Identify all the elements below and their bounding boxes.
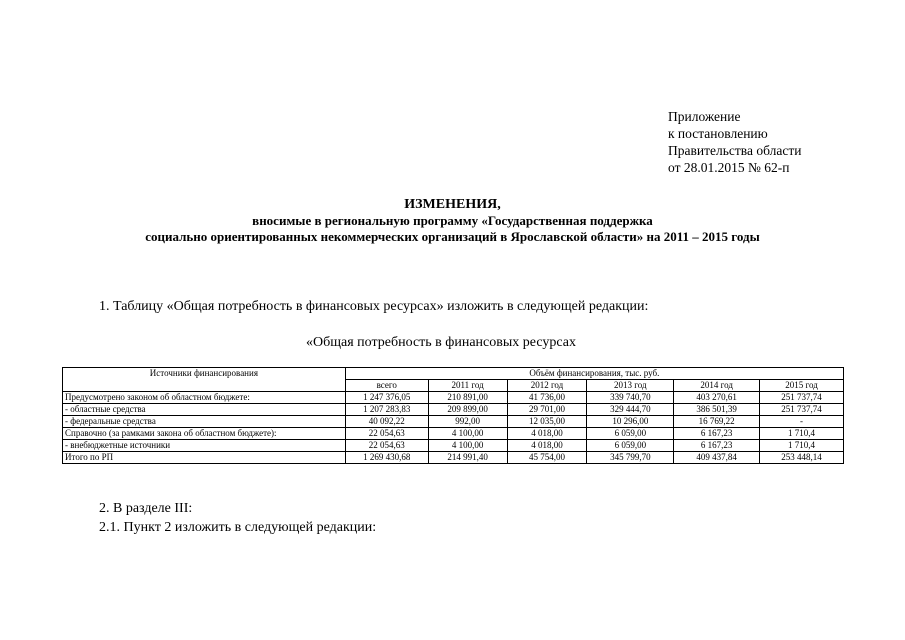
- value-cell: 386 501,39: [674, 404, 760, 416]
- value-cell: 29 701,00: [507, 404, 587, 416]
- table-row: [63, 428, 844, 440]
- appendix-line: от 28.01.2015 № 62-п: [668, 160, 790, 175]
- header-volume: Объём финансирования, тыс. руб.: [345, 368, 843, 380]
- appendix-block: [668, 108, 801, 176]
- appendix-line: Правительства области: [668, 143, 802, 158]
- value-cell: 403 270,61: [674, 392, 760, 404]
- value-cell: 22 054,63: [345, 428, 428, 440]
- value-cell: 253 448,14: [760, 452, 844, 464]
- table-row: [63, 440, 844, 452]
- value-cell: 339 740,70: [587, 392, 674, 404]
- value-cell: -: [760, 416, 844, 428]
- value-cell: 1 207 283,83: [345, 404, 428, 416]
- subheader-cell: 2015 год: [760, 380, 844, 392]
- value-cell: 10 296,00: [587, 416, 674, 428]
- value-cell: 4 100,00: [428, 440, 507, 452]
- subheader-cell: 2014 год: [674, 380, 760, 392]
- value-cell: 45 754,00: [507, 452, 587, 464]
- value-cell: 409 437,84: [674, 452, 760, 464]
- value-cell: 214 991,40: [428, 452, 507, 464]
- value-cell: 12 035,00: [507, 416, 587, 428]
- subheader-cell: 2011 год: [428, 380, 507, 392]
- document-title: [0, 196, 905, 245]
- value-cell: 251 737,74: [760, 392, 844, 404]
- row-label: Справочно (за рамками закона об областном бюджете):: [63, 428, 346, 440]
- value-cell: 1 247 376,05: [345, 392, 428, 404]
- value-cell: 6 059,00: [587, 440, 674, 452]
- financing-table: [62, 367, 844, 464]
- title-heading: ИЗМЕНЕНИЯ,: [404, 197, 501, 212]
- subheader-cell: всего: [345, 380, 428, 392]
- title-line: социально ориентированных некоммерческих организаций в Ярославской области» на 2011 – 2015 годы: [145, 229, 760, 244]
- value-cell: 41 736,00: [507, 392, 587, 404]
- row-label: Итого по РП: [63, 452, 346, 464]
- value-cell: 329 444,70: [587, 404, 674, 416]
- appendix-line: Приложение: [668, 109, 741, 124]
- value-cell: 16 769,22: [674, 416, 760, 428]
- row-label: - областные средства: [63, 404, 346, 416]
- value-cell: 210 891,00: [428, 392, 507, 404]
- table-row: [63, 404, 844, 416]
- table-row: [63, 416, 844, 428]
- row-label: - внебюджетные источники: [63, 440, 346, 452]
- value-cell: 1 710,4: [760, 440, 844, 452]
- value-cell: 992,00: [428, 416, 507, 428]
- table-row: [63, 452, 844, 464]
- item-2: 2. В разделе III:: [99, 501, 193, 516]
- value-cell: 209 899,00: [428, 404, 507, 416]
- value-cell: 251 737,74: [760, 404, 844, 416]
- appendix-line: к постановлению: [668, 126, 768, 141]
- table-caption: «Общая потребность в финансовых ресурсах: [306, 335, 576, 350]
- subheader-cell: 2012 год: [507, 380, 587, 392]
- value-cell: 4 018,00: [507, 428, 587, 440]
- value-cell: 6 059,00: [587, 428, 674, 440]
- value-cell: 6 167,23: [674, 428, 760, 440]
- value-cell: 1 710,4: [760, 428, 844, 440]
- header-sources: Источники финансирования: [63, 368, 346, 392]
- value-cell: 6 167,23: [674, 440, 760, 452]
- item-2-1: 2.1. Пункт 2 изложить в следующей редакции:: [99, 520, 377, 535]
- value-cell: 345 799,70: [587, 452, 674, 464]
- row-label: Предусмотрено законом об областном бюджете:: [63, 392, 346, 404]
- item-1: 1. Таблицу «Общая потребность в финансовых ресурсах» изложить в следующей редакции:: [99, 299, 649, 314]
- value-cell: 4 018,00: [507, 440, 587, 452]
- row-label: - федеральные средства: [63, 416, 346, 428]
- title-line: вносимые в региональную программу «Государственная поддержка: [252, 213, 653, 228]
- value-cell: 4 100,00: [428, 428, 507, 440]
- value-cell: 40 092,22: [345, 416, 428, 428]
- value-cell: 1 269 430,68: [345, 452, 428, 464]
- table-row: [63, 392, 844, 404]
- subheader-cell: 2013 год: [587, 380, 674, 392]
- value-cell: 22 054,63: [345, 440, 428, 452]
